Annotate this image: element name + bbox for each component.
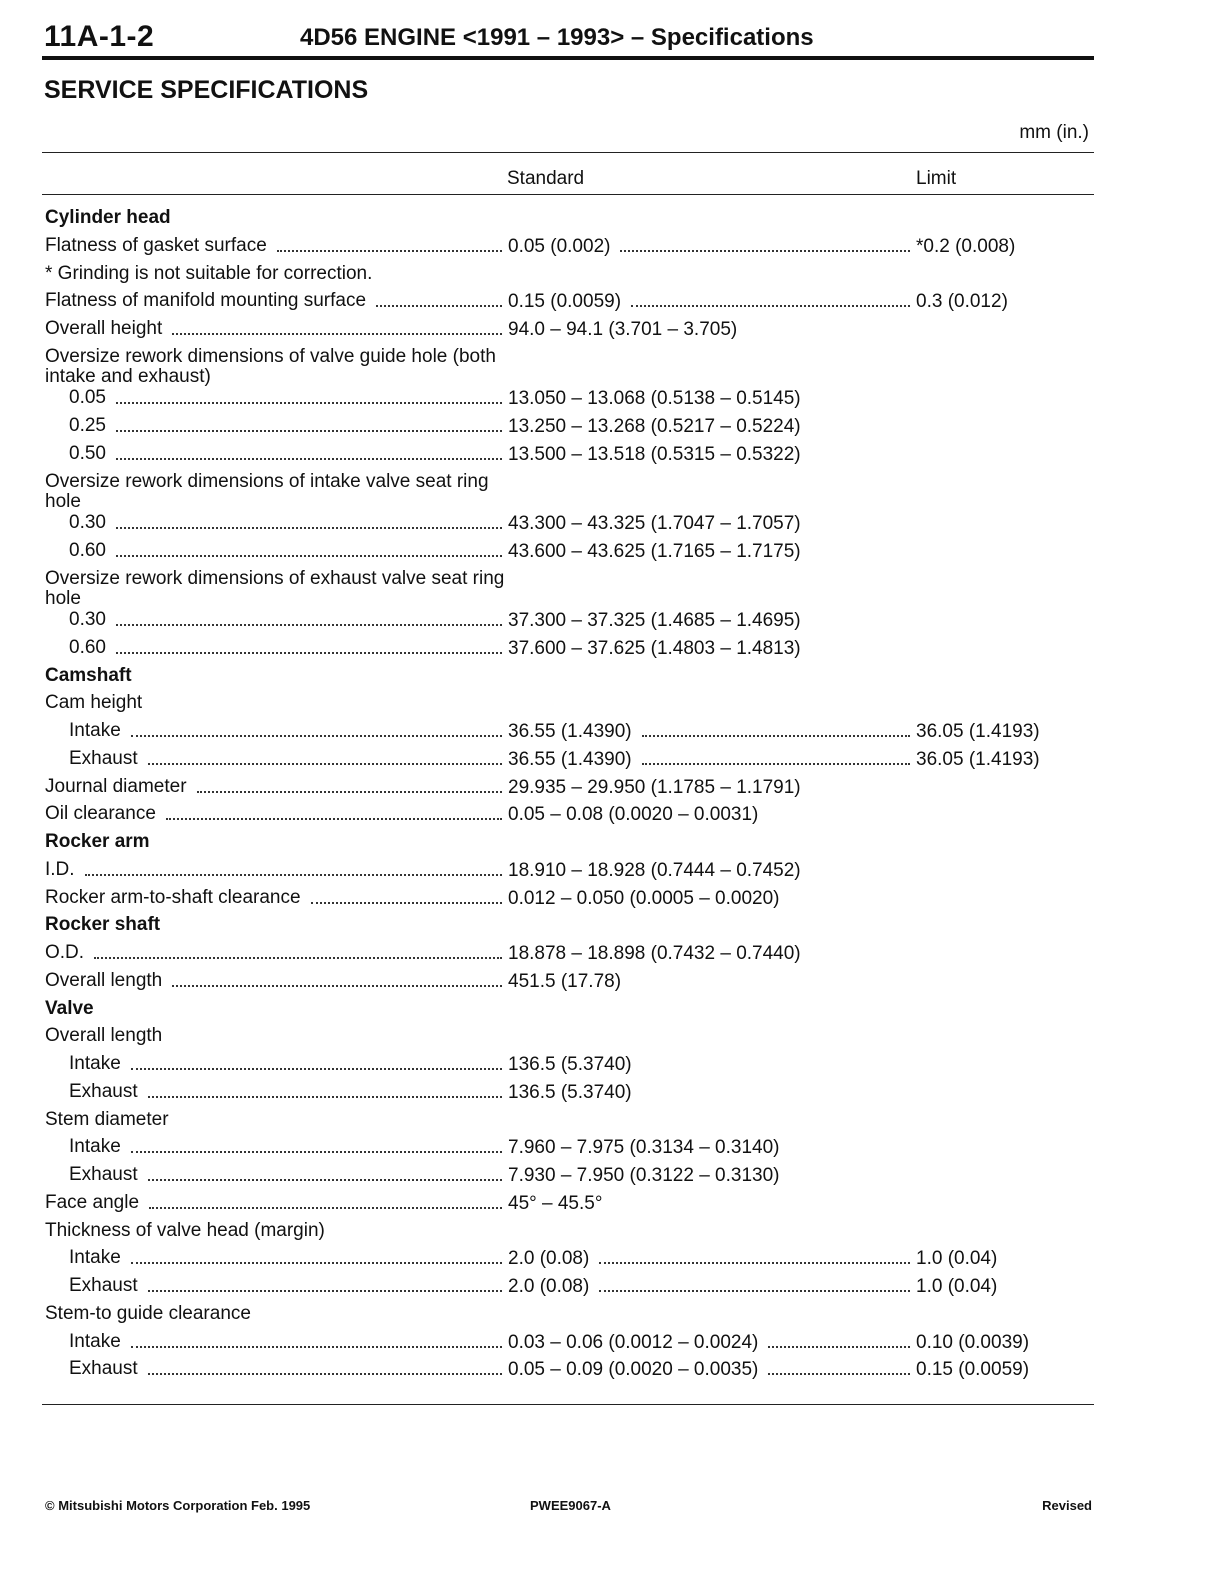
standard-value: 13.050 – 13.068 (0.5138 – 0.5145) [508, 388, 801, 410]
spec-label: Journal diameter [45, 775, 187, 797]
standard-value: 13.500 – 13.518 (0.5315 – 0.5322) [508, 443, 801, 465]
spec-label: Intake [69, 1247, 121, 1269]
spec-row [0, 1303, 1226, 1331]
spec-row [0, 1192, 1226, 1220]
standard-value: 0.15 (0.0059) [508, 291, 622, 313]
section-heading: Rocker arm [45, 831, 150, 852]
standard-value: 94.0 – 94.1 (3.701 – 3.705) [508, 319, 738, 340]
standard-value: 37.600 – 37.625 (1.4803 – 1.4813) [508, 637, 801, 659]
spec-label: Exhaust [69, 1080, 138, 1102]
footer-doc-code: PWEE9067-A [530, 1498, 611, 1513]
standard-value: 0.05 – 0.08 (0.0020 – 0.0031) [508, 804, 759, 826]
section-title: SERVICE SPECIFICATIONS [44, 76, 369, 104]
dot-leader [631, 305, 910, 307]
spec-row [0, 776, 1226, 804]
standard-value: 7.960 – 7.975 (0.3134 – 0.3140) [508, 1137, 780, 1159]
header-rule [42, 56, 1094, 60]
spec-row [0, 1136, 1226, 1164]
column-header-rule [42, 194, 1094, 195]
dot-leader [116, 624, 502, 626]
spec-label: 0.60 [69, 636, 106, 658]
standard-value: 2.0 (0.08) [508, 1248, 590, 1270]
spec-row [0, 1053, 1226, 1081]
spec-label: Intake [69, 720, 121, 741]
limit-value: 1.0 (0.04) [916, 1248, 998, 1270]
spec-table [0, 207, 1226, 1386]
spec-label: 0.30 [69, 609, 106, 630]
spec-label: Intake [69, 1330, 121, 1352]
dot-leader [311, 902, 502, 904]
standard-value: 18.910 – 18.928 (0.7444 – 0.7452) [508, 859, 801, 881]
spec-row [0, 568, 1226, 610]
dot-leader [172, 985, 502, 987]
spec-row [0, 443, 1226, 471]
limit-value: 0.15 (0.0059) [916, 1359, 1030, 1381]
spec-row [0, 1081, 1226, 1109]
dot-leader [85, 874, 502, 876]
spec-label: Intake [69, 1053, 121, 1074]
page-header [42, 20, 1094, 56]
dot-leader [599, 1290, 910, 1292]
standard-value: 0.05 (0.002) [508, 235, 611, 257]
dot-leader [116, 458, 502, 460]
spec-row [0, 1109, 1226, 1137]
standard-value: 43.300 – 43.325 (1.7047 – 1.7057) [508, 513, 801, 534]
limit-value: 36.05 (1.4193) [916, 748, 1040, 770]
spec-label: Oversize rework dimensions of intake valve seat ring hole [45, 470, 489, 512]
spec-label: Exhaust [69, 1164, 138, 1185]
spec-label: Flatness of gasket surface [45, 234, 267, 256]
standard-value: 13.250 – 13.268 (0.5217 – 0.5224) [508, 416, 801, 437]
spec-label: Flatness of manifold mounting surface [45, 290, 367, 312]
dot-leader [116, 652, 502, 654]
footer-status: Revised [1042, 1498, 1092, 1513]
spec-label: Overall length [45, 1025, 163, 1047]
dot-leader [166, 818, 502, 820]
dot-leader [148, 1290, 502, 1292]
column-header-limit: Limit [916, 168, 957, 189]
units-label: mm (in.) [1019, 122, 1089, 143]
standard-value: 0.012 – 0.050 (0.0005 – 0.0020) [508, 887, 780, 909]
spec-row [0, 235, 1226, 263]
dot-leader [277, 250, 502, 252]
standard-value: 7.930 – 7.950 (0.3122 – 0.3130) [508, 1165, 780, 1186]
spec-row [0, 942, 1226, 970]
spec-row [0, 859, 1226, 887]
dot-leader [642, 735, 910, 737]
spec-label: I.D. [45, 858, 75, 880]
spec-label: Rocker arm-to-shaft clearance [45, 886, 301, 908]
section-heading: Rocker shaft [45, 914, 161, 936]
spec-label: Exhaust [69, 1358, 138, 1380]
dot-leader [768, 1346, 910, 1348]
section-heading-row [0, 831, 1226, 859]
limit-value: 0.10 (0.0039) [916, 1331, 1030, 1353]
section-heading-row [0, 207, 1226, 235]
dot-leader [376, 305, 502, 307]
spec-row [0, 1220, 1226, 1248]
dot-leader [148, 1179, 502, 1181]
standard-value: 43.600 – 43.625 (1.7165 – 1.7175) [508, 540, 801, 562]
spec-row [0, 387, 1226, 415]
section-heading: Cylinder head [45, 207, 171, 228]
dot-leader [768, 1373, 910, 1375]
standard-value: 0.05 – 0.09 (0.0020 – 0.0035) [508, 1359, 759, 1381]
section-heading-row [0, 665, 1226, 693]
dot-leader [197, 791, 502, 793]
dot-leader [131, 1262, 502, 1264]
dot-leader [148, 1096, 502, 1098]
dot-leader [620, 250, 910, 252]
spec-row [0, 540, 1226, 568]
spec-label: Overall height [45, 318, 163, 339]
spec-label: Oversize rework dimensions of valve guide hole (both intake and exhaust) [45, 345, 496, 387]
page-title: 4D56 ENGINE <1991 – 1993> – Specifications [300, 24, 814, 51]
spec-label: Cam height [45, 692, 143, 714]
section-heading-row [0, 998, 1226, 1026]
spec-label: * Grinding is not suitable for correction. [45, 262, 373, 284]
dot-leader [131, 735, 502, 737]
limit-value: 1.0 (0.04) [916, 1276, 998, 1297]
footer-copyright: © Mitsubishi Motors Corporation Feb. 1995 [45, 1498, 311, 1513]
limit-value: 0.3 (0.012) [916, 291, 1008, 313]
spec-row [0, 318, 1226, 346]
dot-leader [116, 527, 502, 529]
dot-leader [131, 1346, 502, 1348]
spec-row [0, 1358, 1226, 1386]
spec-row [0, 609, 1226, 637]
spec-row [0, 1164, 1226, 1192]
standard-value: 18.878 – 18.898 (0.7432 – 0.7440) [508, 943, 801, 964]
spec-row [0, 346, 1226, 388]
spec-label: Oversize rework dimensions of exhaust valve seat ring hole [45, 567, 505, 609]
spec-label: 0.05 [69, 387, 106, 409]
standard-value: 136.5 (5.3740) [508, 1081, 632, 1103]
standard-value: 45° – 45.5° [508, 1192, 603, 1214]
spec-label: 0.25 [69, 415, 106, 436]
spec-row [0, 1331, 1226, 1359]
spec-label: 0.50 [69, 442, 106, 464]
spec-label: O.D. [45, 942, 85, 963]
dot-leader [148, 763, 502, 765]
dot-leader [131, 1151, 502, 1153]
spec-row [0, 637, 1226, 665]
spec-label: Overall length [45, 969, 163, 991]
standard-value: 2.0 (0.08) [508, 1276, 590, 1297]
spec-label: Oil clearance [45, 803, 156, 825]
standard-value: 451.5 (17.78) [508, 970, 622, 992]
column-header-standard: Standard [507, 168, 585, 189]
spec-row [0, 887, 1226, 915]
spec-row [0, 748, 1226, 776]
dot-leader [172, 333, 502, 335]
spec-row [0, 1275, 1226, 1303]
spec-row [0, 692, 1226, 720]
spec-label: Stem diameter [45, 1108, 169, 1130]
spec-row [0, 1247, 1226, 1275]
table-top-rule [42, 152, 1094, 153]
spec-label: Exhaust [69, 1275, 138, 1296]
table-bottom-rule [42, 1404, 1094, 1405]
spec-label: Stem-to guide clearance [45, 1302, 251, 1324]
page-number: 11A-1-2 [44, 20, 155, 53]
spec-label: 0.60 [69, 539, 106, 561]
dot-leader [599, 1262, 910, 1264]
spec-label: Face angle [45, 1191, 140, 1213]
dot-leader [148, 1373, 502, 1375]
spec-label: 0.30 [69, 512, 106, 533]
standard-value: 36.55 (1.4390) [508, 721, 632, 742]
standard-value: 37.300 – 37.325 (1.4685 – 1.4695) [508, 610, 801, 631]
dot-leader [94, 957, 502, 959]
spec-row [0, 720, 1226, 748]
dot-leader [116, 555, 502, 557]
spec-row [0, 471, 1226, 513]
section-heading: Camshaft [45, 664, 132, 686]
standard-value: 0.03 – 0.06 (0.0012 – 0.0024) [508, 1331, 759, 1353]
spec-row [0, 512, 1226, 540]
dot-leader [149, 1207, 502, 1209]
dot-leader [642, 763, 910, 765]
spec-row [0, 803, 1226, 831]
spec-label: Thickness of valve head (margin) [45, 1219, 325, 1241]
spec-label: Exhaust [69, 747, 138, 769]
standard-value: 136.5 (5.3740) [508, 1054, 632, 1075]
section-heading: Valve [45, 997, 94, 1019]
spec-row [0, 263, 1226, 291]
standard-value: 36.55 (1.4390) [508, 748, 632, 770]
limit-value: *0.2 (0.008) [916, 235, 1016, 257]
section-heading-row [0, 914, 1226, 942]
dot-leader [116, 402, 502, 404]
spec-row [0, 415, 1226, 443]
limit-value: 36.05 (1.4193) [916, 721, 1040, 742]
dot-leader [131, 1068, 502, 1070]
spec-row [0, 970, 1226, 998]
dot-leader [116, 430, 502, 432]
standard-value: 29.935 – 29.950 (1.1785 – 1.1791) [508, 776, 801, 798]
spec-label: Intake [69, 1136, 121, 1158]
spec-row [0, 1025, 1226, 1053]
spec-row [0, 290, 1226, 318]
